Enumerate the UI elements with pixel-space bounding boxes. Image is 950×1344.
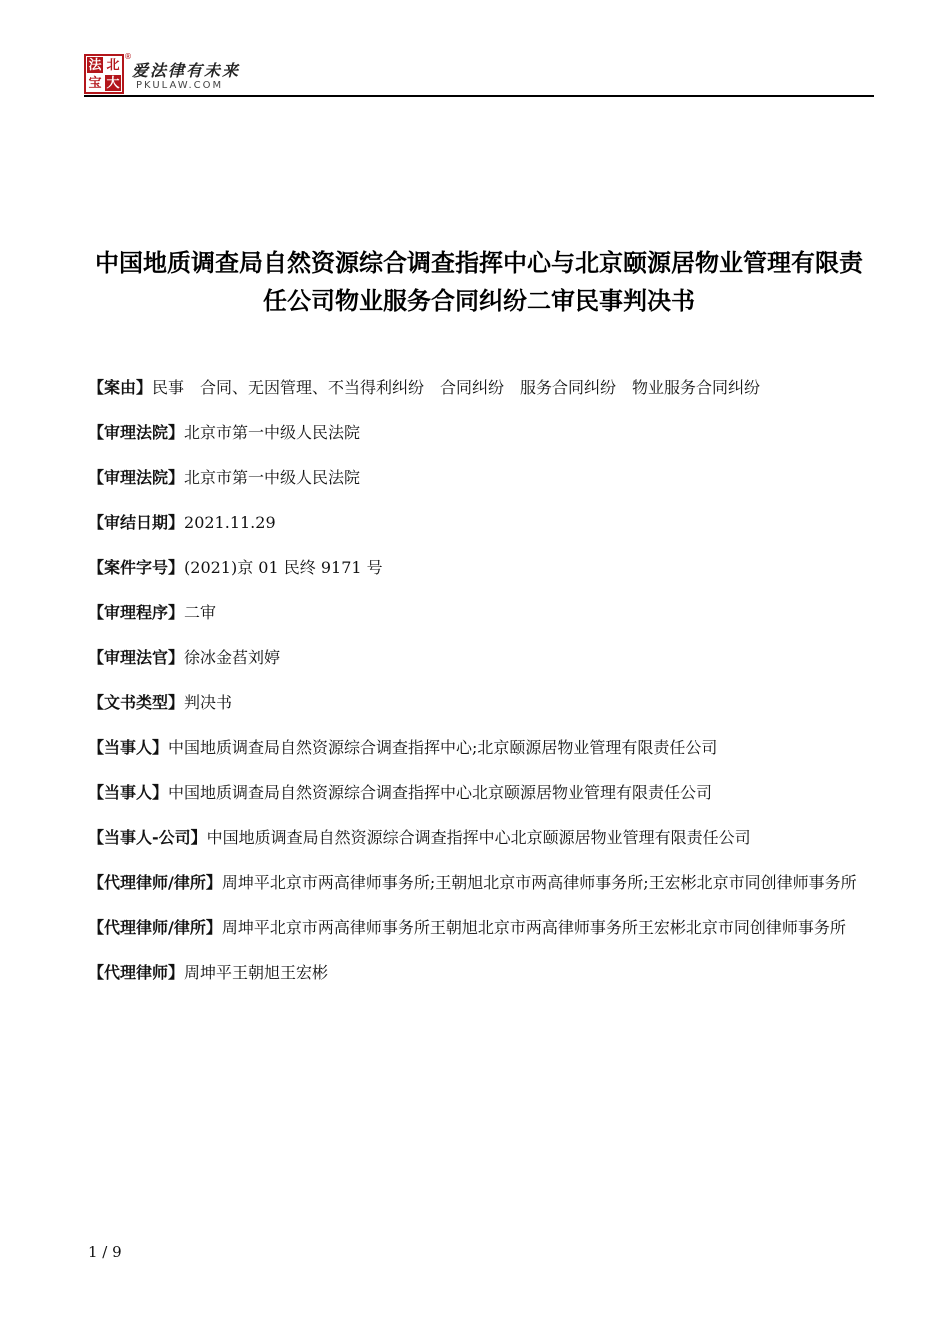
pkulaw-seal-logo [84, 54, 124, 94]
field-value: 2021.11.29 [184, 513, 276, 532]
page-number: 1 / 9 [88, 1243, 122, 1261]
field-value: 周坤平北京市两高律师事务所;王朝旭北京市两高律师事务所;王宏彬北京市同创律师事务所 [221, 873, 857, 892]
field-parties [88, 775, 878, 811]
document-title: 中国地质调查局自然资源综合调查指挥中心与北京颐源居物业管理有限责任公司物业服务合同纠纷二审民事判决书 [95, 249, 863, 315]
seal-char: 法 [88, 57, 102, 73]
field-parties-company [88, 820, 878, 856]
seal-char: 大 [106, 75, 120, 91]
field-label: 【代理律师/律所】 [88, 873, 222, 892]
field-lawyers-firms [88, 865, 878, 901]
field-case-number [88, 550, 878, 586]
field-value: 北京市第一中级人民法院 [184, 423, 361, 442]
case-metadata [88, 370, 878, 1000]
seal-char: 北 [106, 57, 120, 73]
field-court [88, 415, 878, 451]
logo-domain: PKULAW.COM [136, 80, 224, 91]
logo-slogan: 爱法律有未来 [132, 61, 241, 80]
field-parties [88, 730, 878, 766]
field-court [88, 460, 878, 496]
field-label: 【代理律师/律所】 [88, 918, 222, 937]
field-judgment-date [88, 505, 878, 541]
field-label: 【审理法官】 [88, 648, 185, 667]
field-procedure [88, 595, 878, 631]
header-divider [84, 95, 874, 97]
field-value: 徐冰金萏刘婷 [184, 648, 281, 667]
field-label: 【案由】 [88, 378, 153, 397]
field-label: 【当事人】 [88, 738, 169, 757]
field-lawyers-firms [88, 910, 878, 946]
field-value: (2021)京 01 民终 9171 号 [184, 558, 383, 577]
field-label: 【案件字号】 [88, 558, 185, 577]
field-value: 周坤平北京市两高律师事务所王朝旭北京市两高律师事务所王宏彬北京市同创律师事务所 [221, 918, 846, 937]
field-value: 周坤平王朝旭王宏彬 [184, 963, 329, 982]
field-lawyers [88, 955, 878, 991]
field-label: 【当事人】 [88, 783, 169, 802]
field-cause [88, 370, 878, 406]
field-judges [88, 640, 878, 676]
field-document-type [88, 685, 878, 721]
field-label: 【代理律师】 [88, 963, 185, 982]
field-label: 【审理程序】 [88, 603, 185, 622]
field-value: 民事 合同、无因管理、不当得利纠纷 合同纠纷 服务合同纠纷 物业服务合同纠纷 [152, 378, 761, 397]
field-label: 【文书类型】 [88, 693, 185, 712]
field-value: 中国地质调查局自然资源综合调查指挥中心北京颐源居物业管理有限责任公司 [168, 783, 713, 802]
field-value: 中国地质调查局自然资源综合调查指挥中心北京颐源居物业管理有限责任公司 [206, 828, 751, 847]
registered-mark: ® [124, 52, 132, 61]
field-value: 二审 [184, 603, 217, 622]
field-label: 【审理法院】 [88, 468, 185, 487]
field-value: 判决书 [184, 693, 233, 712]
field-label: 【当事人-公司】 [88, 828, 207, 847]
field-value: 北京市第一中级人民法院 [184, 468, 361, 487]
seal-char: 宝 [88, 75, 102, 91]
field-label: 【审结日期】 [88, 513, 185, 532]
field-label: 【审理法院】 [88, 423, 185, 442]
field-value: 中国地质调查局自然资源综合调查指挥中心;北京颐源居物业管理有限责任公司 [168, 738, 718, 757]
